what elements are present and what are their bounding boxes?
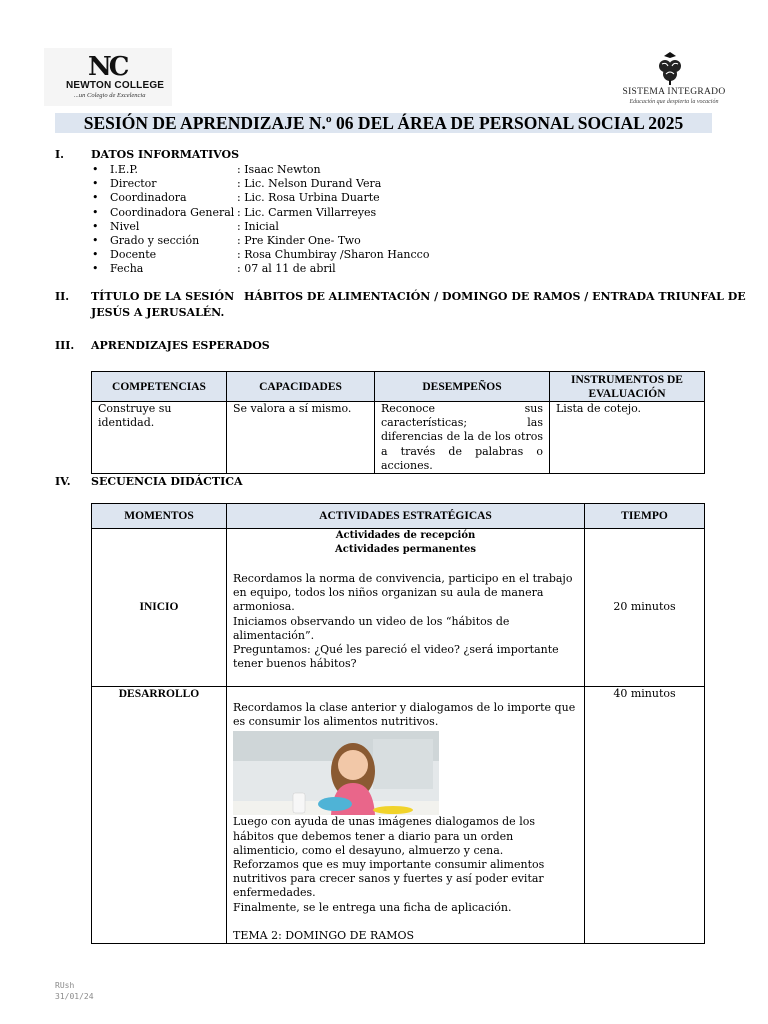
desarrollo-p1: Recordamos la clase anterior y dialogamos de lo importe que es consumir los alimentos nutritivos.	[233, 701, 576, 729]
desarrollo-p3: Reforzamos que es muy importante consumir alimentos nutritivos para crecer sanos y fuertes y así poder evitar enfermedades.	[233, 858, 545, 900]
list-item	[92, 262, 512, 276]
sub-recepcion: Actividades de recepción	[335, 530, 476, 541]
datos-value: : Rosa Chumbiray /Sharon Hancco	[237, 248, 430, 262]
list-item	[92, 248, 512, 262]
list-item	[92, 177, 512, 191]
datos-value: : Lic. Nelson Durand Vera	[237, 177, 382, 191]
actividades-inicio	[227, 529, 585, 687]
logo-name: NEWTON COLLEGE	[66, 80, 165, 91]
logo-mark: NC	[88, 52, 127, 82]
list-item	[92, 234, 512, 248]
table-row-inicio	[92, 529, 705, 687]
aprendizajes-table	[91, 371, 705, 474]
section-2-heading: TÍTULO DE LA SESIÓN	[91, 290, 235, 303]
datos-label: Nivel	[110, 219, 140, 233]
bullet-icon: •	[92, 205, 99, 219]
datos-list	[92, 163, 512, 277]
logo-tagline: ...un Colegio de Excelencia	[74, 92, 146, 99]
tiempo-inicio: 20 minutos	[585, 529, 705, 687]
list-item	[92, 191, 512, 205]
secuencia-table	[91, 503, 705, 944]
desarrollo-p5: TEMA 2: DOMINGO DE RAMOS	[233, 928, 415, 942]
list-item	[92, 206, 512, 220]
section-2-number: II.	[55, 290, 70, 303]
datos-value: : Inicial	[237, 219, 279, 233]
datos-value: : 07 al 11 de abril	[237, 262, 336, 276]
secuencia-header-row	[92, 504, 705, 529]
cell-desempeno: Reconoce sus características; las diferencias de la de los otros a través de palabras o acciones.	[375, 402, 550, 474]
datos-label: Coordinadora	[110, 191, 187, 205]
datos-label: I.E.P.	[110, 163, 139, 176]
col-capacidades: CAPACIDADES	[227, 372, 375, 402]
newton-college-logo	[44, 48, 172, 106]
datos-label: Docente	[110, 248, 157, 262]
datos-label: Grado y sección	[110, 233, 200, 247]
col-actividades: ACTIVIDADES ESTRATÉGICAS	[227, 504, 585, 529]
aprendizajes-header-row	[92, 372, 705, 402]
brain-emblem-icon	[654, 50, 686, 86]
logo-right-tagline: Educación que despierta la vocación	[629, 99, 719, 105]
col-desempenos: DESEMPEÑOS	[375, 372, 550, 402]
footer-date: 31/01/24	[55, 992, 94, 1001]
cell-capacidad: Se valora a sí mismo.	[227, 402, 375, 474]
bullet-icon: •	[92, 177, 99, 191]
col-momentos: MOMENTOS	[92, 504, 227, 529]
desarrollo-p2: Luego con ayuda de unas imágenes dialogamos de los hábitos que debemos tener a diario para un orden alimenticio, como el desayuno, almuerzo y cena.	[233, 815, 535, 857]
inicio-p3: Preguntamos: ¿Qué les pareció el video? ¿será importante tener buenos hábitos?	[233, 643, 559, 671]
datos-value: : Lic. Rosa Urbina Duarte	[237, 191, 380, 205]
session-title-line1: HÁBITOS DE ALIMENTACIÓN / DOMINGO DE RAMOS / ENTRADA TRIUNFAL DE	[244, 290, 746, 303]
momento-desarrollo: DESARROLLO	[92, 687, 227, 944]
bullet-icon: •	[92, 219, 99, 233]
list-item	[92, 163, 512, 177]
bullet-icon: •	[92, 191, 99, 205]
datos-label: Director	[110, 177, 157, 191]
col-instrumentos: INSTRUMENTOS DE EVALUACIÓN	[550, 372, 705, 402]
tiempo-desarrollo: 40 minutos	[585, 687, 705, 944]
bullet-icon: •	[92, 262, 99, 276]
datos-label: Fecha	[110, 262, 144, 276]
table-row-desarrollo	[92, 687, 705, 944]
datos-value: : Pre Kinder One- Two	[237, 233, 361, 247]
sub-permanentes: Actividades permanentes	[334, 544, 476, 555]
cell-instrumento: Lista de cotejo.	[550, 402, 705, 474]
section-4-number: IV.	[55, 475, 71, 488]
section-1-heading: DATOS INFORMATIVOS	[91, 148, 240, 161]
col-tiempo: TIEMPO	[585, 504, 705, 529]
page-title: SESIÓN DE APRENDIZAJE N.º 06 DEL ÁREA DE PERSONAL SOCIAL 2025	[83, 113, 684, 133]
bullet-icon: •	[92, 233, 99, 247]
section-1-number: I.	[55, 148, 64, 161]
logo-right-name: SISTEMA INTEGRADO	[622, 87, 726, 97]
bullet-icon: •	[92, 248, 99, 262]
footer-initials: RUsh	[55, 981, 75, 990]
section-3-number: III.	[55, 339, 75, 352]
sistema-integrado-logo	[612, 50, 732, 108]
section-4-heading: SECUENCIA DIDÁCTICA	[91, 475, 243, 488]
girl-eating-breakfast-image	[233, 731, 439, 815]
list-item	[92, 220, 512, 234]
cell-competencia: Construye su identidad.	[92, 402, 227, 474]
momento-inicio: INICIO	[92, 529, 227, 687]
inicio-p2: Iniciamos observando un video de los “hábitos de alimentación”.	[233, 614, 510, 642]
col-competencias: COMPETENCIAS	[92, 372, 227, 402]
datos-value: : Isaac Newton	[237, 163, 321, 176]
desarrollo-p4: Finalmente, se le entrega una ficha de aplicación.	[233, 900, 512, 914]
table-row	[92, 402, 705, 474]
footer-note	[55, 980, 94, 1002]
inicio-p1: Recordamos la norma de convivencia, participo en el trabajo en equipo, todos los niños organizan su aula de manera armoniosa.	[233, 572, 573, 614]
bullet-icon: •	[92, 163, 99, 176]
session-title-line2: JESÚS A JERUSALÉN.	[91, 306, 225, 319]
actividades-desarrollo	[227, 687, 585, 944]
datos-label: Coordinadora General	[110, 205, 235, 219]
section-3-heading: APRENDIZAJES ESPERADOS	[91, 339, 270, 352]
datos-value: : Lic. Carmen Villarreyes	[237, 205, 377, 219]
